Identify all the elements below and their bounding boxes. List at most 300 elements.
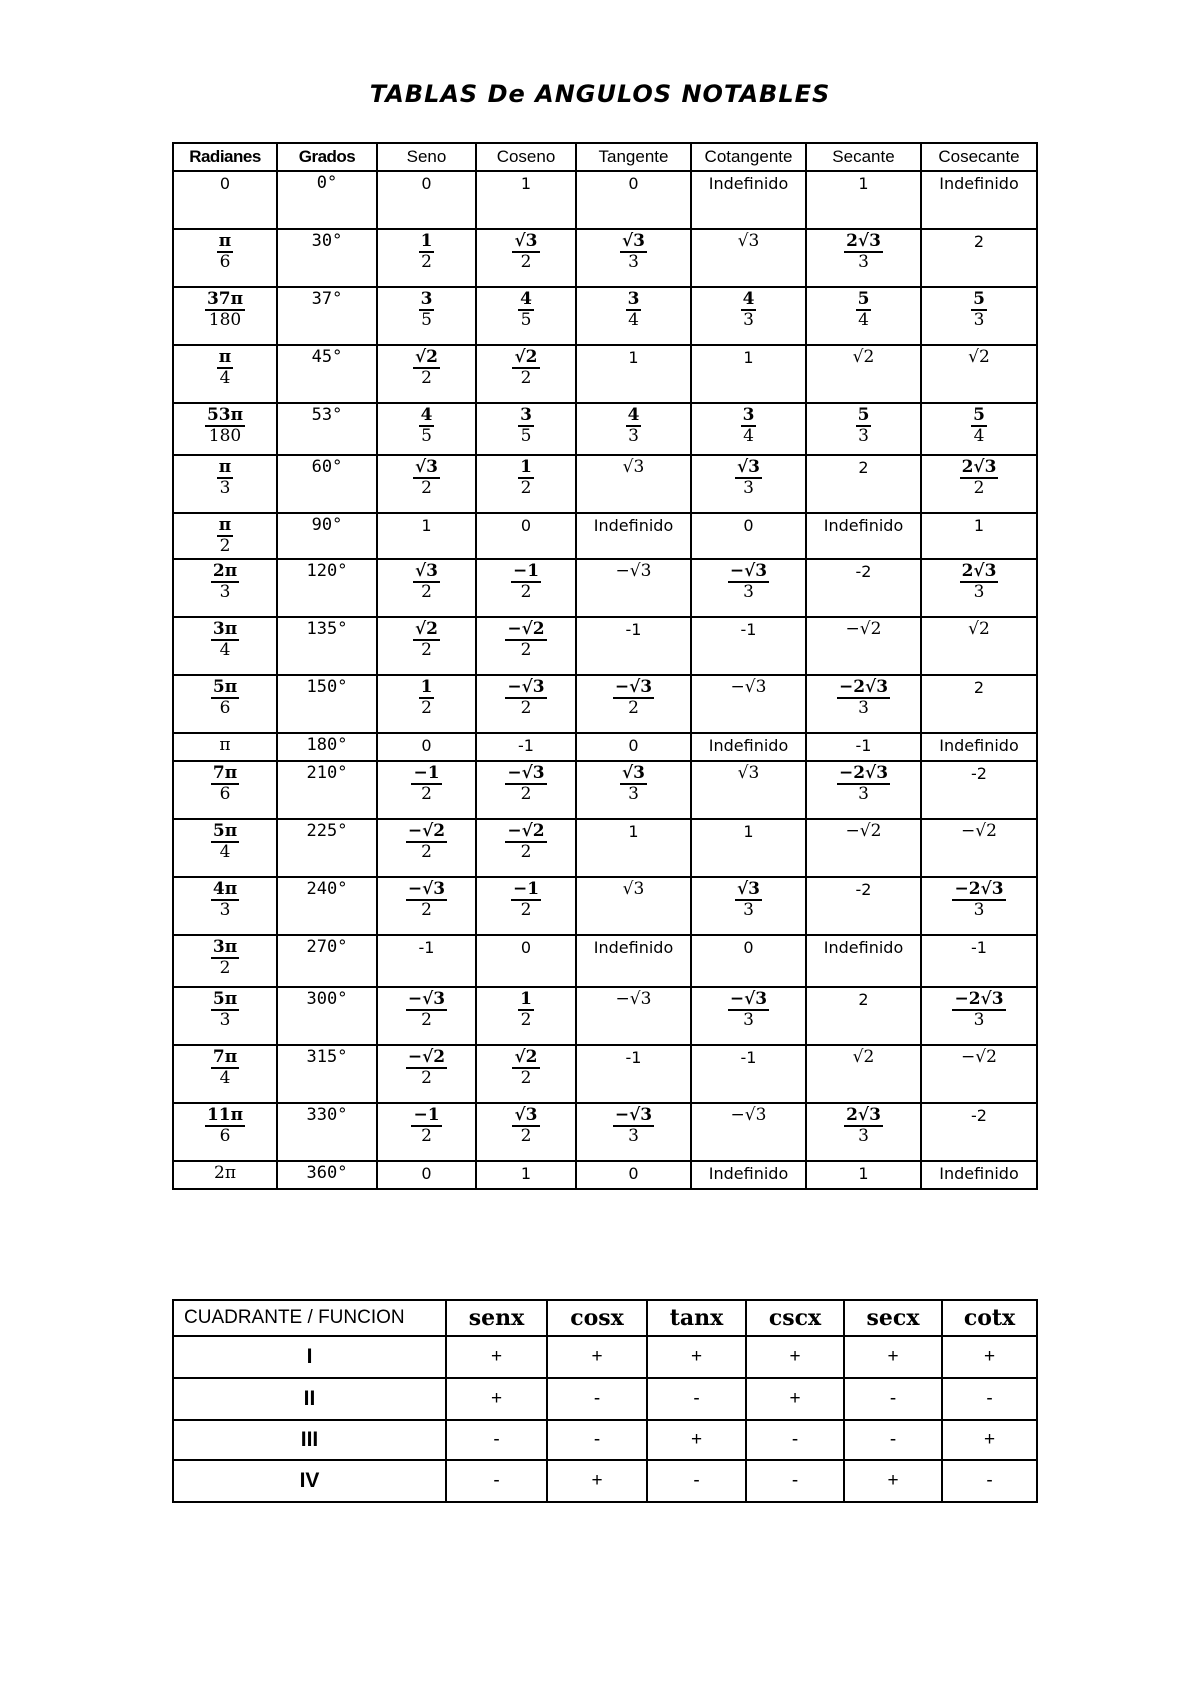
fraction bbox=[419, 679, 435, 717]
header-tangente: Tangente bbox=[576, 143, 691, 171]
cell-value: -1 bbox=[625, 1048, 642, 1067]
cell-tangente bbox=[576, 229, 691, 287]
fraction bbox=[505, 621, 546, 659]
cell-cotangente bbox=[691, 733, 806, 761]
fraction bbox=[952, 881, 1005, 919]
cell-grados: 53° bbox=[277, 403, 377, 455]
cell-coseno bbox=[476, 403, 576, 455]
cell-secante bbox=[806, 455, 921, 513]
cell-grados: 150° bbox=[277, 675, 377, 733]
table-row bbox=[173, 455, 1037, 513]
cell-tangente bbox=[576, 455, 691, 513]
cell-radianes bbox=[173, 761, 277, 819]
cell-grados: 37° bbox=[277, 287, 377, 345]
fraction-denominator: 6 bbox=[219, 784, 231, 804]
fraction-denominator: 3 bbox=[858, 784, 869, 804]
fraction-denominator: 2 bbox=[973, 478, 985, 498]
cell-value: Indefinido bbox=[939, 1164, 1019, 1183]
cell-cosecante bbox=[921, 455, 1037, 513]
fraction-denominator: 2 bbox=[421, 1126, 432, 1146]
cell-radianes bbox=[173, 1045, 277, 1103]
fraction-denominator: 3 bbox=[743, 582, 754, 602]
cell-tangente bbox=[576, 1045, 691, 1103]
cell-coseno bbox=[476, 819, 576, 877]
fraction-numerator: √3 bbox=[514, 231, 538, 251]
cell-value: √2 bbox=[968, 347, 990, 367]
cell-radianes bbox=[173, 675, 277, 733]
table-row bbox=[173, 1460, 1037, 1502]
fraction-numerator: −1 bbox=[413, 763, 440, 783]
fraction-denominator: 5 bbox=[421, 426, 432, 446]
cell-value: 1 bbox=[973, 516, 985, 535]
fraction-denominator: 3 bbox=[858, 1126, 869, 1146]
fraction bbox=[211, 679, 239, 717]
fraction-denominator: 2 bbox=[421, 1068, 432, 1088]
cell-seno bbox=[377, 559, 476, 617]
cell-value: 0 bbox=[421, 174, 432, 193]
fraction-numerator: 3π bbox=[212, 937, 238, 957]
table-row bbox=[173, 935, 1037, 987]
cell-value: 1 bbox=[858, 174, 869, 193]
fraction-numerator: √3 bbox=[514, 1105, 538, 1125]
sign-tanx: + bbox=[647, 1420, 746, 1460]
fraction-denominator: 3 bbox=[973, 582, 985, 602]
cell-value: √3 bbox=[622, 879, 645, 899]
cell-coseno bbox=[476, 877, 576, 935]
cell-cotangente bbox=[691, 403, 806, 455]
fraction bbox=[620, 233, 647, 271]
quadrant-table-body bbox=[173, 1336, 1037, 1502]
cell-coseno bbox=[476, 1161, 576, 1189]
fraction-denominator: 4 bbox=[858, 310, 869, 330]
cell-grados: 270° bbox=[277, 935, 377, 987]
fraction-denominator: 2 bbox=[520, 1010, 532, 1030]
function-header-cotx: cotx bbox=[942, 1300, 1037, 1336]
fraction-denominator: 180 bbox=[208, 310, 242, 330]
cell-value: −√3 bbox=[615, 989, 652, 1009]
fraction-numerator: 3 bbox=[420, 289, 433, 309]
table-row bbox=[173, 1378, 1037, 1420]
cell-secante bbox=[806, 403, 921, 455]
fraction-denominator: 3 bbox=[858, 698, 869, 718]
cell-secante bbox=[806, 1045, 921, 1103]
cell-coseno bbox=[476, 345, 576, 403]
table-row bbox=[173, 403, 1037, 455]
cell-value: Indefinido bbox=[823, 938, 904, 957]
cell-value: √2 bbox=[852, 347, 875, 367]
cell-value: 0 bbox=[421, 736, 432, 755]
quadrant-name: IV bbox=[173, 1460, 446, 1502]
sign-senx: - bbox=[446, 1420, 547, 1460]
fraction-denominator: 3 bbox=[628, 1126, 639, 1146]
cell-tangente bbox=[576, 675, 691, 733]
fraction bbox=[613, 1107, 654, 1145]
fraction-denominator: 5 bbox=[520, 310, 532, 330]
fraction-numerator: 5 bbox=[857, 289, 870, 309]
cell-coseno bbox=[476, 1045, 576, 1103]
fraction-numerator: −2√3 bbox=[838, 677, 889, 697]
fraction bbox=[413, 459, 440, 497]
cell-seno bbox=[377, 1045, 476, 1103]
cell-radianes bbox=[173, 287, 277, 345]
cell-value: Indefinido bbox=[708, 1164, 789, 1183]
cell-cosecante bbox=[921, 403, 1037, 455]
cell-secante bbox=[806, 675, 921, 733]
cell-secante bbox=[806, 345, 921, 403]
fraction-denominator: 5 bbox=[421, 310, 432, 330]
fraction-numerator: −√2 bbox=[507, 619, 545, 639]
fraction-denominator: 2 bbox=[520, 252, 532, 272]
fraction bbox=[518, 291, 534, 329]
fraction-denominator: 4 bbox=[219, 368, 231, 388]
cell-seno bbox=[377, 229, 476, 287]
cell-coseno bbox=[476, 1103, 576, 1161]
cell-value: 0 bbox=[628, 736, 639, 755]
cell-cosecante bbox=[921, 287, 1037, 345]
cell-value: 1 bbox=[743, 348, 754, 367]
cell-coseno bbox=[476, 229, 576, 287]
cell-value: −√3 bbox=[615, 561, 652, 581]
fraction-numerator: 3π bbox=[212, 619, 238, 639]
fraction-denominator: 2 bbox=[219, 536, 231, 556]
fraction bbox=[505, 823, 546, 861]
fraction bbox=[512, 349, 539, 387]
cell-radianes bbox=[173, 987, 277, 1045]
cell-value: -1 bbox=[625, 620, 642, 639]
fraction-denominator: 3 bbox=[973, 1010, 985, 1030]
sign-cosx: + bbox=[547, 1336, 647, 1378]
cell-radianes bbox=[173, 733, 277, 761]
cell-value: √3 bbox=[737, 231, 760, 251]
sign-senx: - bbox=[446, 1460, 547, 1502]
table-row bbox=[173, 1336, 1037, 1378]
cell-value: -2 bbox=[855, 880, 872, 899]
fraction-numerator: −1 bbox=[512, 879, 540, 899]
fraction-denominator: 2 bbox=[421, 252, 432, 272]
fraction-numerator: 5π bbox=[212, 821, 238, 841]
cell-tangente bbox=[576, 877, 691, 935]
cell-value: π bbox=[219, 735, 231, 755]
cell-radianes bbox=[173, 559, 277, 617]
cell-value: −√2 bbox=[961, 821, 997, 841]
table-row bbox=[173, 877, 1037, 935]
cell-secante bbox=[806, 935, 921, 987]
cell-tangente bbox=[576, 761, 691, 819]
fraction-numerator: 5 bbox=[857, 405, 870, 425]
cell-value: 1 bbox=[421, 516, 432, 535]
cell-cotangente bbox=[691, 987, 806, 1045]
cell-radianes bbox=[173, 819, 277, 877]
cell-cotangente bbox=[691, 559, 806, 617]
cell-value: -1 bbox=[740, 1048, 757, 1067]
fraction bbox=[741, 407, 757, 445]
fraction-denominator: 3 bbox=[743, 900, 754, 920]
fraction-denominator: 2 bbox=[520, 368, 532, 388]
sign-cotx: + bbox=[942, 1336, 1037, 1378]
fraction-denominator: 2 bbox=[520, 478, 532, 498]
cell-cotangente bbox=[691, 229, 806, 287]
fraction bbox=[960, 563, 999, 601]
cell-cotangente bbox=[691, 877, 806, 935]
table-row bbox=[173, 1103, 1037, 1161]
cell-secante bbox=[806, 1161, 921, 1189]
table-row bbox=[173, 1161, 1037, 1189]
fraction-denominator: 3 bbox=[973, 310, 985, 330]
fraction bbox=[505, 679, 546, 717]
cell-cotangente bbox=[691, 171, 806, 229]
cell-grados: 60° bbox=[277, 455, 377, 513]
sign-cotx: - bbox=[942, 1378, 1037, 1420]
cell-cotangente bbox=[691, 1045, 806, 1103]
cell-cotangente bbox=[691, 819, 806, 877]
fraction-numerator: 5π bbox=[212, 989, 238, 1009]
cell-cotangente bbox=[691, 1161, 806, 1189]
fraction bbox=[626, 291, 642, 329]
fraction bbox=[211, 939, 239, 977]
sign-cscx: - bbox=[746, 1460, 844, 1502]
cell-tangente bbox=[576, 171, 691, 229]
fraction-denominator: 4 bbox=[219, 640, 231, 660]
fraction bbox=[512, 1107, 539, 1145]
cell-tangente bbox=[576, 987, 691, 1045]
fraction bbox=[735, 881, 762, 919]
sign-cotx: - bbox=[942, 1460, 1037, 1502]
sign-tanx: - bbox=[647, 1378, 746, 1420]
fraction bbox=[952, 991, 1005, 1029]
fraction-denominator: 2 bbox=[421, 842, 432, 862]
function-header-cscx: cscx bbox=[746, 1300, 844, 1336]
cell-radianes bbox=[173, 935, 277, 987]
cell-seno bbox=[377, 1161, 476, 1189]
cell-value: Indefinido bbox=[593, 938, 674, 957]
cell-radianes bbox=[173, 455, 277, 513]
cell-value: 0 bbox=[520, 938, 532, 957]
cell-secante bbox=[806, 171, 921, 229]
fraction-denominator: 2 bbox=[520, 842, 532, 862]
fraction-denominator: 2 bbox=[219, 958, 231, 978]
header-cotangente: Cotangente bbox=[691, 143, 806, 171]
table-row bbox=[173, 345, 1037, 403]
cell-secante bbox=[806, 819, 921, 877]
sign-cscx: - bbox=[746, 1420, 844, 1460]
function-header-senx: senx bbox=[446, 1300, 547, 1336]
fraction-numerator: 5 bbox=[973, 289, 985, 309]
fraction-denominator: 4 bbox=[219, 1068, 231, 1088]
fraction-numerator: √3 bbox=[736, 457, 760, 477]
page-title: TABLAS De ANGULOS NOTABLES bbox=[369, 80, 831, 108]
cell-value: 2π bbox=[214, 1163, 236, 1183]
fraction-numerator: 4 bbox=[420, 405, 433, 425]
cell-value: 0 bbox=[743, 938, 754, 957]
sign-secx: - bbox=[844, 1378, 942, 1420]
cell-value: 1 bbox=[743, 822, 754, 841]
cell-cotangente bbox=[691, 1103, 806, 1161]
cell-grados: 240° bbox=[277, 877, 377, 935]
fraction-denominator: 2 bbox=[421, 478, 432, 498]
cell-tangente bbox=[576, 935, 691, 987]
cell-grados: 90° bbox=[277, 513, 377, 559]
fraction-numerator: √3 bbox=[414, 561, 438, 581]
cell-cosecante bbox=[921, 877, 1037, 935]
fraction-numerator: 7π bbox=[212, 1047, 238, 1067]
fraction-numerator: 3 bbox=[520, 405, 532, 425]
cell-grados: 180° bbox=[277, 733, 377, 761]
fraction bbox=[411, 765, 441, 803]
cell-value: 1 bbox=[520, 174, 532, 193]
fraction bbox=[971, 407, 987, 445]
fraction-numerator: √3 bbox=[736, 879, 760, 899]
fraction-denominator: 3 bbox=[219, 1010, 231, 1030]
fraction-denominator: 3 bbox=[743, 1010, 754, 1030]
cell-value: √3 bbox=[737, 763, 760, 783]
cell-grados: 330° bbox=[277, 1103, 377, 1161]
fraction-numerator: −√3 bbox=[729, 989, 768, 1009]
cell-coseno bbox=[476, 171, 576, 229]
cell-coseno bbox=[476, 761, 576, 819]
fraction-numerator: −1 bbox=[413, 1105, 440, 1125]
table-row bbox=[173, 617, 1037, 675]
cell-value: -1 bbox=[518, 736, 534, 755]
cell-grados: 225° bbox=[277, 819, 377, 877]
cell-tangente bbox=[576, 1161, 691, 1189]
cell-tangente bbox=[576, 819, 691, 877]
fraction-numerator: 53π bbox=[206, 405, 244, 425]
fraction-denominator: 2 bbox=[421, 698, 432, 718]
cell-value: -2 bbox=[855, 562, 872, 581]
sign-senx: + bbox=[446, 1336, 547, 1378]
cell-radianes bbox=[173, 403, 277, 455]
header-coseno: Coseno bbox=[476, 143, 576, 171]
cell-seno bbox=[377, 1103, 476, 1161]
cell-cotangente bbox=[691, 935, 806, 987]
table-row bbox=[173, 819, 1037, 877]
cell-seno bbox=[377, 403, 476, 455]
cell-cotangente bbox=[691, 513, 806, 559]
cell-cotangente bbox=[691, 455, 806, 513]
table-row bbox=[173, 675, 1037, 733]
cell-secante bbox=[806, 761, 921, 819]
fraction bbox=[211, 621, 239, 659]
header-seno: Seno bbox=[377, 143, 476, 171]
fraction-denominator: 5 bbox=[520, 426, 532, 446]
sign-cosx: - bbox=[547, 1420, 647, 1460]
cell-value: 0 bbox=[219, 174, 231, 193]
cell-coseno bbox=[476, 987, 576, 1045]
fraction-numerator: 1 bbox=[420, 677, 433, 697]
cell-value: 0 bbox=[520, 516, 532, 535]
cell-secante bbox=[806, 513, 921, 559]
cell-secante bbox=[806, 287, 921, 345]
fraction bbox=[211, 991, 239, 1029]
fraction-denominator: 2 bbox=[421, 640, 432, 660]
fraction-numerator: 2√3 bbox=[961, 561, 997, 581]
function-header-cosx: cosx bbox=[547, 1300, 647, 1336]
quadrant-name: I bbox=[173, 1336, 446, 1378]
fraction bbox=[413, 349, 440, 387]
fraction-denominator: 2 bbox=[520, 1126, 532, 1146]
cell-cosecante bbox=[921, 1045, 1037, 1103]
cell-radianes bbox=[173, 345, 277, 403]
fraction bbox=[518, 991, 534, 1029]
fraction-denominator: 3 bbox=[858, 252, 869, 272]
fraction-numerator: −√3 bbox=[407, 989, 446, 1009]
cell-seno bbox=[377, 345, 476, 403]
cell-cotangente bbox=[691, 617, 806, 675]
cell-seno bbox=[377, 819, 476, 877]
cell-grados: 120° bbox=[277, 559, 377, 617]
cell-cosecante bbox=[921, 987, 1037, 1045]
cell-grados: 30° bbox=[277, 229, 377, 287]
cell-coseno bbox=[476, 675, 576, 733]
fraction-denominator: 2 bbox=[421, 368, 432, 388]
fraction bbox=[211, 563, 239, 601]
sign-tanx: + bbox=[647, 1336, 746, 1378]
fraction-numerator: π bbox=[218, 231, 232, 251]
fraction-numerator: −√3 bbox=[507, 763, 545, 783]
fraction bbox=[512, 1049, 539, 1087]
fraction-numerator: 4π bbox=[212, 879, 238, 899]
table-row bbox=[173, 987, 1037, 1045]
fraction bbox=[419, 407, 435, 445]
fraction bbox=[406, 1049, 447, 1087]
cell-value: 0 bbox=[628, 1164, 639, 1183]
fraction bbox=[728, 991, 769, 1029]
fraction-denominator: 3 bbox=[628, 784, 639, 804]
cell-value: -1 bbox=[971, 938, 987, 957]
cell-value: Indefinido bbox=[708, 736, 789, 755]
quadrant-name: III bbox=[173, 1420, 446, 1460]
cell-tangente bbox=[576, 287, 691, 345]
fraction bbox=[419, 291, 435, 329]
cell-coseno bbox=[476, 287, 576, 345]
sign-cosx: + bbox=[547, 1460, 647, 1502]
fraction-denominator: 3 bbox=[973, 900, 985, 920]
fraction bbox=[620, 765, 647, 803]
fraction-numerator: √3 bbox=[621, 231, 645, 251]
cell-value: 1 bbox=[628, 348, 639, 367]
cell-tangente bbox=[576, 733, 691, 761]
cell-value: −√2 bbox=[961, 1047, 997, 1067]
cell-seno bbox=[377, 675, 476, 733]
table-row bbox=[173, 1045, 1037, 1103]
cell-cotangente bbox=[691, 345, 806, 403]
fraction-numerator: 3 bbox=[742, 405, 755, 425]
fraction-numerator: −√3 bbox=[614, 677, 653, 697]
cell-coseno bbox=[476, 513, 576, 559]
cell-value: 2 bbox=[858, 990, 869, 1009]
fraction-numerator: 2√3 bbox=[846, 1105, 881, 1125]
fraction bbox=[626, 407, 642, 445]
cell-tangente bbox=[576, 513, 691, 559]
fraction-denominator: 180 bbox=[208, 426, 242, 446]
fraction-denominator: 3 bbox=[628, 252, 639, 272]
cell-secante bbox=[806, 229, 921, 287]
fraction-numerator: −1 bbox=[512, 561, 540, 581]
cell-grados: 210° bbox=[277, 761, 377, 819]
cell-cotangente bbox=[691, 675, 806, 733]
fraction-denominator: 2 bbox=[628, 698, 639, 718]
cell-radianes bbox=[173, 171, 277, 229]
cell-tangente bbox=[576, 617, 691, 675]
fraction bbox=[960, 459, 999, 497]
cell-cosecante bbox=[921, 559, 1037, 617]
fraction-numerator: 37π bbox=[206, 289, 244, 309]
cell-seno bbox=[377, 287, 476, 345]
fraction-numerator: 1 bbox=[420, 231, 433, 251]
fraction-numerator: √2 bbox=[514, 347, 538, 367]
sign-cscx: + bbox=[746, 1336, 844, 1378]
cell-coseno bbox=[476, 617, 576, 675]
